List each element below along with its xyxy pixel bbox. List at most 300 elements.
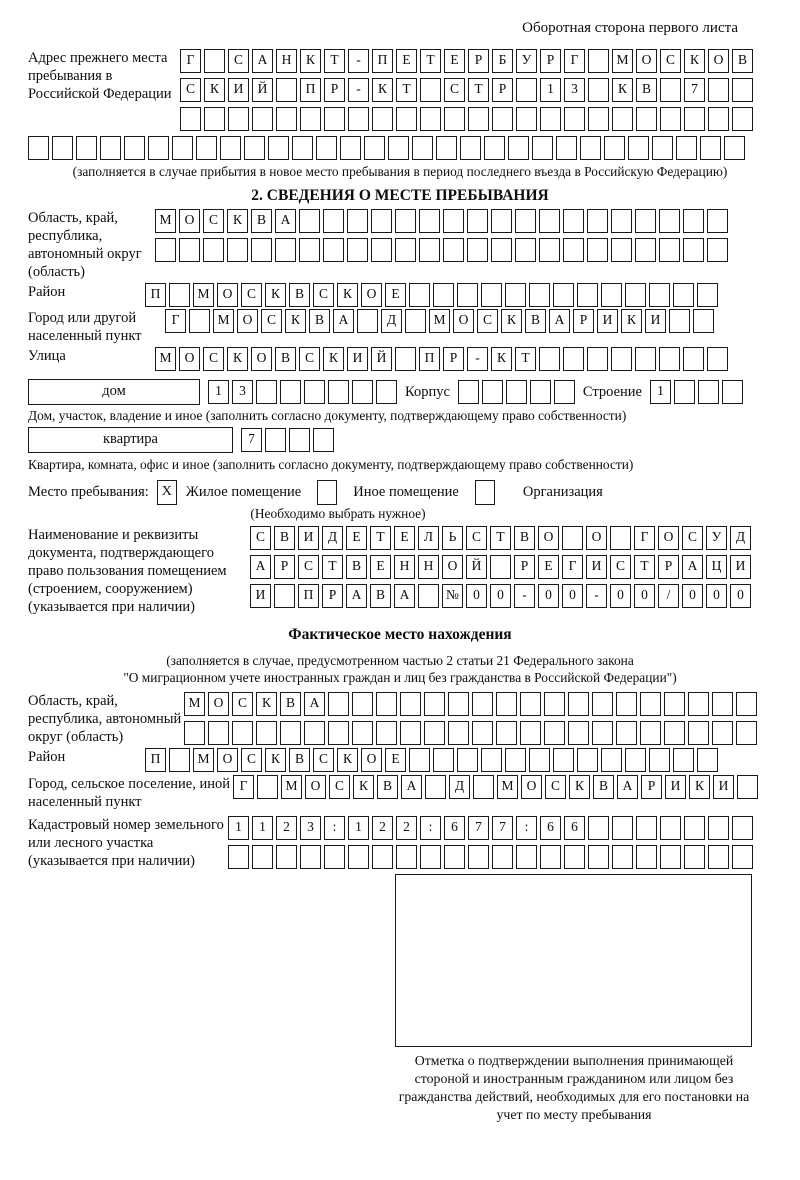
- char-cell[interactable]: [419, 209, 440, 233]
- char-cell[interactable]: [472, 692, 493, 716]
- char-cell[interactable]: [409, 748, 430, 772]
- char-cell[interactable]: [457, 283, 478, 307]
- char-cell[interactable]: 0: [730, 584, 751, 608]
- char-cell[interactable]: [707, 238, 728, 262]
- char-cell[interactable]: [652, 136, 673, 160]
- char-cell[interactable]: [697, 748, 718, 772]
- char-cell[interactable]: [412, 136, 433, 160]
- char-cell[interactable]: Р: [514, 555, 535, 579]
- char-cell[interactable]: [436, 136, 457, 160]
- char-cell[interactable]: [587, 209, 608, 233]
- char-cell[interactable]: [539, 209, 560, 233]
- char-cell[interactable]: К: [501, 309, 522, 333]
- char-cell[interactable]: У: [516, 49, 537, 73]
- char-cell[interactable]: [419, 238, 440, 262]
- char-cell[interactable]: [516, 845, 537, 869]
- char-cell[interactable]: [313, 428, 334, 452]
- checkbox-other-premises[interactable]: [317, 480, 337, 505]
- char-cell[interactable]: [328, 692, 349, 716]
- char-cell[interactable]: [484, 136, 505, 160]
- char-cell[interactable]: [732, 78, 753, 102]
- char-cell[interactable]: В: [370, 584, 391, 608]
- char-cell[interactable]: [448, 721, 469, 745]
- char-cell[interactable]: [443, 209, 464, 233]
- char-cell[interactable]: С: [660, 49, 681, 73]
- char-cell[interactable]: [323, 209, 344, 233]
- char-cell[interactable]: Ц: [706, 555, 727, 579]
- char-cell[interactable]: №: [442, 584, 463, 608]
- char-cell[interactable]: К: [689, 775, 710, 799]
- char-cell[interactable]: [610, 526, 631, 550]
- char-cell[interactable]: Е: [385, 748, 406, 772]
- char-cell[interactable]: О: [442, 555, 463, 579]
- char-cell[interactable]: [289, 428, 310, 452]
- char-cell[interactable]: [395, 209, 416, 233]
- char-cell[interactable]: Р: [540, 49, 561, 73]
- char-cell[interactable]: 0: [490, 584, 511, 608]
- char-cell[interactable]: [625, 283, 646, 307]
- char-cell[interactable]: С: [298, 555, 319, 579]
- char-cell[interactable]: С: [250, 526, 271, 550]
- char-cell[interactable]: [611, 209, 632, 233]
- char-cell[interactable]: [612, 107, 633, 131]
- char-cell[interactable]: [418, 584, 439, 608]
- char-cell[interactable]: 7: [241, 428, 262, 452]
- char-cell[interactable]: Д: [449, 775, 470, 799]
- char-cell[interactable]: [444, 845, 465, 869]
- char-cell[interactable]: А: [617, 775, 638, 799]
- char-cell[interactable]: С: [313, 748, 334, 772]
- char-cell[interactable]: А: [549, 309, 570, 333]
- char-cell[interactable]: В: [280, 692, 301, 716]
- char-cell[interactable]: [516, 78, 537, 102]
- char-cell[interactable]: С: [241, 748, 262, 772]
- char-cell[interactable]: [244, 136, 265, 160]
- char-cell[interactable]: Н: [394, 555, 415, 579]
- char-cell[interactable]: М: [184, 692, 205, 716]
- char-cell[interactable]: [539, 347, 560, 371]
- char-cell[interactable]: [737, 775, 758, 799]
- char-cell[interactable]: [592, 692, 613, 716]
- char-cell[interactable]: Е: [346, 526, 367, 550]
- char-cell[interactable]: [640, 692, 661, 716]
- char-cell[interactable]: В: [251, 209, 272, 233]
- char-cell[interactable]: [491, 238, 512, 262]
- char-cell[interactable]: [496, 721, 517, 745]
- char-cell[interactable]: [405, 309, 426, 333]
- char-cell[interactable]: И: [713, 775, 734, 799]
- char-cell[interactable]: П: [300, 78, 321, 102]
- char-cell[interactable]: С: [477, 309, 498, 333]
- char-cell[interactable]: Б: [492, 49, 513, 73]
- char-cell[interactable]: О: [217, 748, 238, 772]
- char-cell[interactable]: [220, 136, 241, 160]
- char-cell[interactable]: [529, 283, 550, 307]
- char-cell[interactable]: [347, 209, 368, 233]
- char-cell[interactable]: [227, 238, 248, 262]
- char-cell[interactable]: [395, 347, 416, 371]
- char-cell[interactable]: К: [337, 283, 358, 307]
- char-cell[interactable]: :: [324, 816, 345, 840]
- char-cell[interactable]: С: [466, 526, 487, 550]
- char-cell[interactable]: 3: [564, 78, 585, 102]
- char-cell[interactable]: [506, 380, 527, 404]
- char-cell[interactable]: [169, 748, 190, 772]
- char-cell[interactable]: 1: [650, 380, 671, 404]
- char-cell[interactable]: 0: [610, 584, 631, 608]
- char-cell[interactable]: [304, 380, 325, 404]
- char-cell[interactable]: [530, 380, 551, 404]
- char-cell[interactable]: [612, 816, 633, 840]
- char-cell[interactable]: Д: [322, 526, 343, 550]
- char-cell[interactable]: [228, 107, 249, 131]
- char-cell[interactable]: Г: [180, 49, 201, 73]
- char-cell[interactable]: В: [732, 49, 753, 73]
- char-cell[interactable]: 0: [634, 584, 655, 608]
- char-cell[interactable]: [420, 107, 441, 131]
- char-cell[interactable]: К: [612, 78, 633, 102]
- char-cell[interactable]: К: [491, 347, 512, 371]
- char-cell[interactable]: В: [275, 347, 296, 371]
- char-cell[interactable]: [636, 107, 657, 131]
- char-cell[interactable]: Г: [233, 775, 254, 799]
- char-cell[interactable]: [400, 692, 421, 716]
- char-cell[interactable]: Й: [466, 555, 487, 579]
- char-cell[interactable]: [588, 845, 609, 869]
- char-cell[interactable]: [490, 555, 511, 579]
- char-cell[interactable]: [100, 136, 121, 160]
- char-cell[interactable]: [420, 78, 441, 102]
- char-cell[interactable]: Е: [444, 49, 465, 73]
- char-cell[interactable]: :: [420, 816, 441, 840]
- char-cell[interactable]: [443, 238, 464, 262]
- char-cell[interactable]: [444, 107, 465, 131]
- char-cell[interactable]: [276, 107, 297, 131]
- char-cell[interactable]: С: [545, 775, 566, 799]
- char-cell[interactable]: К: [300, 49, 321, 73]
- char-cell[interactable]: К: [227, 347, 248, 371]
- char-cell[interactable]: [189, 309, 210, 333]
- char-cell[interactable]: [616, 692, 637, 716]
- char-cell[interactable]: [554, 380, 575, 404]
- char-cell[interactable]: 6: [444, 816, 465, 840]
- char-cell[interactable]: [348, 845, 369, 869]
- char-cell[interactable]: [280, 380, 301, 404]
- char-cell[interactable]: [316, 136, 337, 160]
- char-cell[interactable]: [265, 428, 286, 452]
- char-cell[interactable]: [616, 721, 637, 745]
- char-cell[interactable]: [635, 209, 656, 233]
- char-cell[interactable]: О: [251, 347, 272, 371]
- char-cell[interactable]: [660, 78, 681, 102]
- char-cell[interactable]: 6: [564, 816, 585, 840]
- char-cell[interactable]: В: [309, 309, 330, 333]
- char-cell[interactable]: К: [265, 748, 286, 772]
- char-cell[interactable]: В: [525, 309, 546, 333]
- char-cell[interactable]: В: [636, 78, 657, 102]
- char-cell[interactable]: [364, 136, 385, 160]
- char-cell[interactable]: [409, 283, 430, 307]
- char-cell[interactable]: А: [394, 584, 415, 608]
- char-cell[interactable]: [352, 721, 373, 745]
- char-cell[interactable]: Т: [324, 49, 345, 73]
- char-cell[interactable]: [712, 721, 733, 745]
- char-cell[interactable]: [698, 380, 719, 404]
- char-cell[interactable]: В: [346, 555, 367, 579]
- char-cell[interactable]: И: [665, 775, 686, 799]
- checkbox-residential[interactable]: X: [157, 480, 177, 505]
- char-cell[interactable]: Й: [252, 78, 273, 102]
- char-cell[interactable]: [204, 107, 225, 131]
- char-cell[interactable]: В: [289, 283, 310, 307]
- char-cell[interactable]: Т: [468, 78, 489, 102]
- char-cell[interactable]: [577, 748, 598, 772]
- char-cell[interactable]: К: [353, 775, 374, 799]
- char-cell[interactable]: [251, 238, 272, 262]
- char-cell[interactable]: Р: [468, 49, 489, 73]
- char-cell[interactable]: О: [708, 49, 729, 73]
- char-cell[interactable]: П: [372, 49, 393, 73]
- char-cell[interactable]: 7: [492, 816, 513, 840]
- char-cell[interactable]: 6: [540, 816, 561, 840]
- char-cell[interactable]: [708, 816, 729, 840]
- char-cell[interactable]: С: [203, 209, 224, 233]
- char-cell[interactable]: А: [401, 775, 422, 799]
- char-cell[interactable]: О: [179, 347, 200, 371]
- char-cell[interactable]: К: [204, 78, 225, 102]
- char-cell[interactable]: И: [298, 526, 319, 550]
- char-cell[interactable]: [124, 136, 145, 160]
- char-cell[interactable]: [400, 721, 421, 745]
- char-cell[interactable]: С: [299, 347, 320, 371]
- char-cell[interactable]: Р: [324, 78, 345, 102]
- char-cell[interactable]: [371, 238, 392, 262]
- char-cell[interactable]: [179, 238, 200, 262]
- char-cell[interactable]: Т: [490, 526, 511, 550]
- char-cell[interactable]: [693, 309, 714, 333]
- char-cell[interactable]: О: [305, 775, 326, 799]
- char-cell[interactable]: [588, 49, 609, 73]
- char-cell[interactable]: [688, 721, 709, 745]
- char-cell[interactable]: [496, 692, 517, 716]
- char-cell[interactable]: [274, 584, 295, 608]
- char-cell[interactable]: [388, 136, 409, 160]
- char-cell[interactable]: Р: [641, 775, 662, 799]
- char-cell[interactable]: [148, 136, 169, 160]
- char-cell[interactable]: О: [453, 309, 474, 333]
- char-cell[interactable]: В: [289, 748, 310, 772]
- char-cell[interactable]: [707, 209, 728, 233]
- char-cell[interactable]: Р: [658, 555, 679, 579]
- char-cell[interactable]: [256, 721, 277, 745]
- char-cell[interactable]: [664, 721, 685, 745]
- char-cell[interactable]: [357, 309, 378, 333]
- char-cell[interactable]: П: [145, 748, 166, 772]
- char-cell[interactable]: [508, 136, 529, 160]
- char-cell[interactable]: [252, 845, 273, 869]
- char-cell[interactable]: [673, 283, 694, 307]
- char-cell[interactable]: [491, 209, 512, 233]
- char-cell[interactable]: [268, 136, 289, 160]
- char-cell[interactable]: [553, 748, 574, 772]
- char-cell[interactable]: -: [586, 584, 607, 608]
- char-cell[interactable]: -: [467, 347, 488, 371]
- char-cell[interactable]: [472, 721, 493, 745]
- char-cell[interactable]: И: [645, 309, 666, 333]
- char-cell[interactable]: [299, 238, 320, 262]
- char-cell[interactable]: [540, 845, 561, 869]
- char-cell[interactable]: О: [658, 526, 679, 550]
- char-cell[interactable]: [300, 845, 321, 869]
- char-cell[interactable]: [588, 816, 609, 840]
- char-cell[interactable]: И: [597, 309, 618, 333]
- char-cell[interactable]: [424, 692, 445, 716]
- char-cell[interactable]: [324, 107, 345, 131]
- char-cell[interactable]: [674, 380, 695, 404]
- char-cell[interactable]: [539, 238, 560, 262]
- char-cell[interactable]: Т: [515, 347, 536, 371]
- char-cell[interactable]: [563, 238, 584, 262]
- char-cell[interactable]: 3: [232, 380, 253, 404]
- char-cell[interactable]: [673, 748, 694, 772]
- char-cell[interactable]: [257, 775, 278, 799]
- char-cell[interactable]: 2: [276, 816, 297, 840]
- char-cell[interactable]: [612, 845, 633, 869]
- char-cell[interactable]: [52, 136, 73, 160]
- char-cell[interactable]: К: [227, 209, 248, 233]
- char-cell[interactable]: Г: [564, 49, 585, 73]
- char-cell[interactable]: [684, 107, 705, 131]
- char-cell[interactable]: [587, 238, 608, 262]
- char-cell[interactable]: М: [155, 347, 176, 371]
- char-cell[interactable]: [324, 845, 345, 869]
- char-cell[interactable]: О: [179, 209, 200, 233]
- char-cell[interactable]: В: [274, 526, 295, 550]
- char-cell[interactable]: [481, 283, 502, 307]
- char-cell[interactable]: И: [347, 347, 368, 371]
- char-cell[interactable]: Е: [385, 283, 406, 307]
- char-cell[interactable]: [420, 845, 441, 869]
- char-cell[interactable]: [676, 136, 697, 160]
- char-cell[interactable]: [252, 107, 273, 131]
- char-cell[interactable]: М: [429, 309, 450, 333]
- char-cell[interactable]: [304, 721, 325, 745]
- char-cell[interactable]: [169, 283, 190, 307]
- char-cell[interactable]: [457, 748, 478, 772]
- char-cell[interactable]: С: [261, 309, 282, 333]
- char-cell[interactable]: К: [256, 692, 277, 716]
- char-cell[interactable]: [577, 283, 598, 307]
- char-cell[interactable]: [372, 845, 393, 869]
- char-cell[interactable]: Н: [418, 555, 439, 579]
- char-cell[interactable]: [376, 692, 397, 716]
- char-cell[interactable]: [649, 748, 670, 772]
- char-cell[interactable]: [468, 107, 489, 131]
- char-cell[interactable]: О: [521, 775, 542, 799]
- char-cell[interactable]: [473, 775, 494, 799]
- char-cell[interactable]: П: [298, 584, 319, 608]
- char-cell[interactable]: [328, 721, 349, 745]
- char-cell[interactable]: [635, 347, 656, 371]
- char-cell[interactable]: [628, 136, 649, 160]
- char-cell[interactable]: [28, 136, 49, 160]
- char-cell[interactable]: [275, 238, 296, 262]
- char-cell[interactable]: [196, 136, 217, 160]
- char-cell[interactable]: [460, 136, 481, 160]
- char-cell[interactable]: [516, 107, 537, 131]
- char-cell[interactable]: [505, 283, 526, 307]
- char-cell[interactable]: [532, 136, 553, 160]
- char-cell[interactable]: [396, 845, 417, 869]
- char-cell[interactable]: [155, 238, 176, 262]
- char-cell[interactable]: Т: [322, 555, 343, 579]
- char-cell[interactable]: А: [275, 209, 296, 233]
- char-cell[interactable]: К: [621, 309, 642, 333]
- char-cell[interactable]: И: [228, 78, 249, 102]
- char-cell[interactable]: С: [203, 347, 224, 371]
- char-cell[interactable]: 1: [228, 816, 249, 840]
- char-cell[interactable]: [588, 107, 609, 131]
- char-cell[interactable]: [660, 816, 681, 840]
- char-cell[interactable]: [659, 347, 680, 371]
- char-cell[interactable]: [396, 107, 417, 131]
- char-cell[interactable]: [204, 49, 225, 73]
- char-cell[interactable]: 0: [682, 584, 703, 608]
- char-cell[interactable]: [732, 107, 753, 131]
- char-cell[interactable]: [376, 380, 397, 404]
- char-cell[interactable]: [433, 283, 454, 307]
- char-cell[interactable]: [280, 721, 301, 745]
- char-cell[interactable]: А: [682, 555, 703, 579]
- char-cell[interactable]: О: [361, 748, 382, 772]
- char-cell[interactable]: О: [208, 692, 229, 716]
- char-cell[interactable]: [556, 136, 577, 160]
- char-cell[interactable]: К: [337, 748, 358, 772]
- char-cell[interactable]: [529, 748, 550, 772]
- char-cell[interactable]: [482, 380, 503, 404]
- char-cell[interactable]: [708, 107, 729, 131]
- char-cell[interactable]: Ь: [442, 526, 463, 550]
- char-cell[interactable]: Р: [443, 347, 464, 371]
- char-cell[interactable]: П: [145, 283, 166, 307]
- char-cell[interactable]: 1: [540, 78, 561, 102]
- char-cell[interactable]: [669, 309, 690, 333]
- char-cell[interactable]: [722, 380, 743, 404]
- char-cell[interactable]: [712, 692, 733, 716]
- char-cell[interactable]: 1: [208, 380, 229, 404]
- char-cell[interactable]: [520, 692, 541, 716]
- char-cell[interactable]: О: [361, 283, 382, 307]
- char-cell[interactable]: 0: [706, 584, 727, 608]
- char-cell[interactable]: Е: [396, 49, 417, 73]
- char-cell[interactable]: [553, 283, 574, 307]
- char-cell[interactable]: [568, 721, 589, 745]
- char-cell[interactable]: [660, 845, 681, 869]
- char-cell[interactable]: [708, 845, 729, 869]
- char-cell[interactable]: [76, 136, 97, 160]
- char-cell[interactable]: М: [193, 748, 214, 772]
- char-cell[interactable]: С: [228, 49, 249, 73]
- char-cell[interactable]: К: [372, 78, 393, 102]
- char-cell[interactable]: Р: [573, 309, 594, 333]
- char-cell[interactable]: [372, 107, 393, 131]
- char-cell[interactable]: [664, 692, 685, 716]
- char-cell[interactable]: [276, 78, 297, 102]
- char-cell[interactable]: [425, 775, 446, 799]
- char-cell[interactable]: [520, 721, 541, 745]
- char-cell[interactable]: [649, 283, 670, 307]
- char-cell[interactable]: О: [586, 526, 607, 550]
